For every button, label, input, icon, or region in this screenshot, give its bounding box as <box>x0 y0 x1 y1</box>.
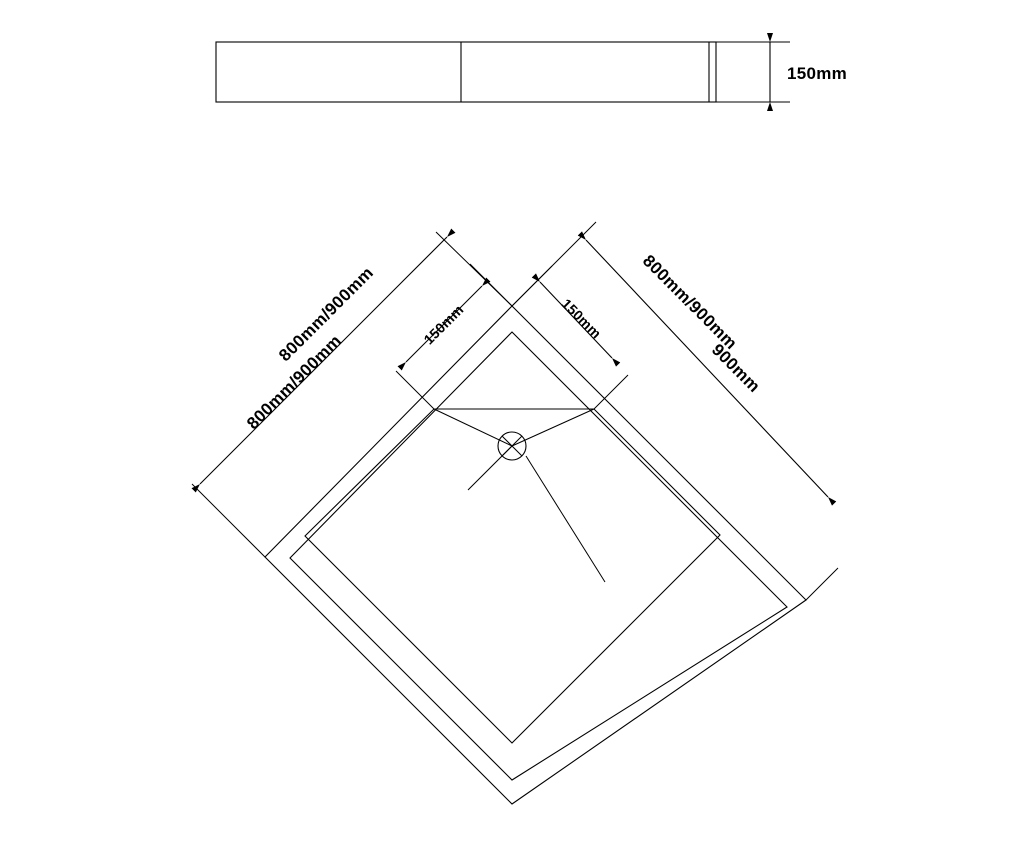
plan-left-inset-ext-top <box>470 264 512 306</box>
elevation-height-label: 150mm <box>787 64 848 83</box>
plan-right-overall-dimension-arrow <box>586 240 828 497</box>
plan-right-overall-label-2: 900mm <box>707 340 764 397</box>
side-elevation-view <box>216 42 847 102</box>
plan-right-overall-label-1: 800mm/900mm <box>638 251 741 354</box>
plan-right-inset-ext-bottom <box>594 375 628 409</box>
slope-line-lower-right <box>526 456 605 582</box>
plan-left-inset-label: 150mm <box>420 301 467 348</box>
plan-right-inset-label: 150mm <box>558 295 605 342</box>
plan-left-inset-ext-bottom <box>396 371 434 409</box>
plan-view <box>192 222 838 804</box>
plan-left-overall-label-1: 800mm/900mm <box>275 263 378 366</box>
plan-right-inset-ext-top <box>512 266 552 306</box>
tray-inner-edge <box>290 332 787 780</box>
tray-basin-outline <box>305 409 720 743</box>
elevation-outline <box>216 42 716 102</box>
tray-outer-edge <box>265 306 806 804</box>
plan-left-overall-label-2: 800mm/900mm <box>243 331 346 434</box>
plan-left-ext-line-bottom <box>192 484 265 557</box>
plan-right-ext-line-bottom <box>806 568 838 600</box>
slope-line-left <box>434 409 512 446</box>
waste-outlet-symbol <box>498 432 526 460</box>
